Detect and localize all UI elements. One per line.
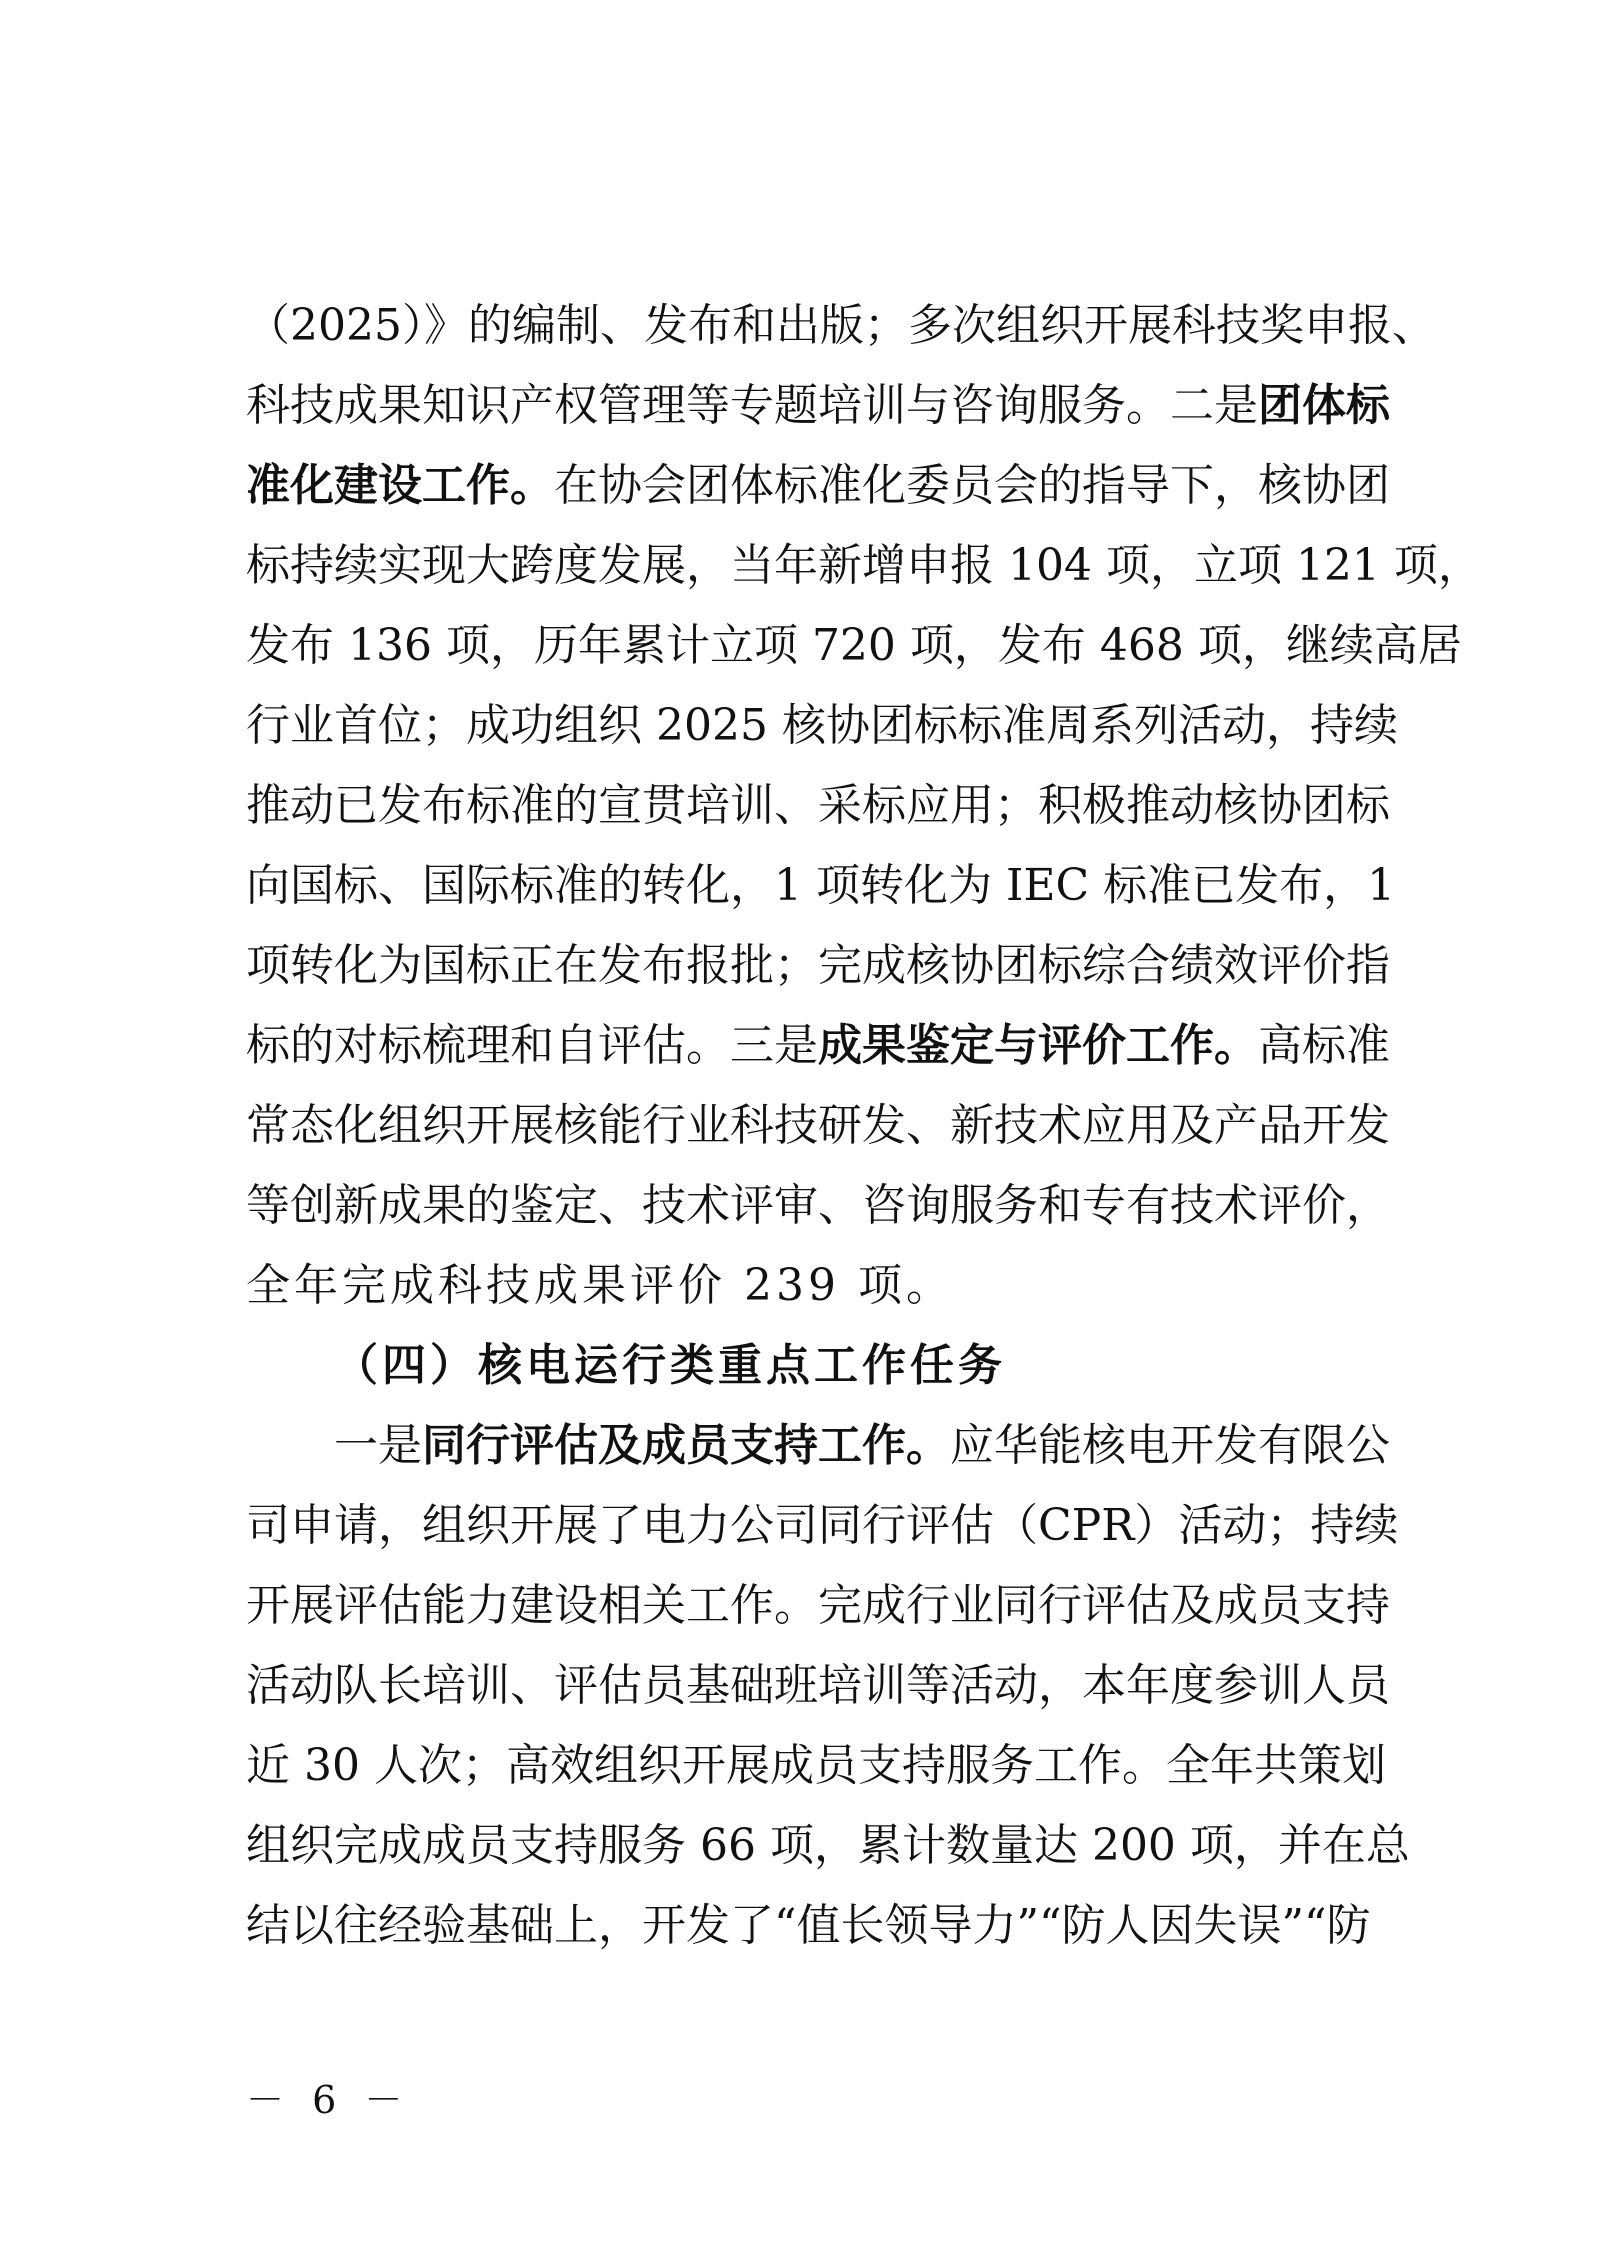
text-line-17: 开展评估能力建设相关工作。完成行业同行评估及成员支持	[246, 1580, 1390, 1631]
text-line-10: 标的对标梳理和自评估。三是成果鉴定与评价工作。高标准	[246, 1020, 1390, 1071]
text-line-12: 等创新成果的鉴定、技术评审、咨询服务和专有技术评价，	[246, 1180, 1390, 1231]
page-number: － 6 －	[246, 2078, 411, 2122]
text-line-1: （2025）》的编制、发布和出版；多次组织开展科技奖申报、	[246, 300, 1436, 351]
text-line-9: 项转化为国标正在发布报批；完成核协团标综合绩效评价指	[246, 940, 1390, 991]
text-line-21: 结以往经验基础上，开发了“值长领导力”“防人因失误”“防	[246, 1900, 1371, 1951]
text-line-18: 活动队长培训、评估员基础班培训等活动，本年度参训人员	[246, 1660, 1390, 1711]
text-line-5: 发布 136 项，历年累计立项 720 项，发布 468 项，继续高居	[246, 620, 1462, 671]
text-line-15: 一是同行评估及成员支持工作。应华能核电开发有限公	[334, 1420, 1390, 1471]
text-line-2: 科技成果知识产权管理等专题培训与咨询服务。二是团体标	[246, 380, 1390, 431]
text-line-8: 向国标、国际标准的转化，1 项转化为 IEC 标准已发布，1	[246, 860, 1396, 911]
text-line-20: 组织完成成员支持服务 66 项，累计数量达 200 项，并在总	[246, 1820, 1410, 1871]
text-line-3: 准化建设工作。在协会团体标准化委员会的指导下，核协团	[246, 460, 1390, 511]
text-line-6: 行业首位；成功组织 2025 核协团标标准周系列活动，持续	[246, 700, 1398, 751]
text-line-4: 标持续实现大跨度发展，当年新增申报 104 项，立项 121 项，	[246, 540, 1482, 591]
text-line-13: 全年完成科技成果评价 239 项。	[246, 1260, 954, 1311]
text-line-11: 常态化组织开展核能行业科技研发、新技术应用及产品开发	[246, 1100, 1390, 1151]
text-line-16: 司申请，组织开展了电力公司同行评估（CPR）活动；持续	[246, 1500, 1399, 1551]
section-heading: （四）核电运行类重点工作任务	[334, 1340, 1006, 1391]
text-line-7: 推动已发布标准的宣贯培训、采标应用；积极推动核协团标	[246, 780, 1390, 831]
text-line-19: 近 30 人次；高效组织开展成员支持服务工作。全年共策划	[246, 1740, 1386, 1791]
